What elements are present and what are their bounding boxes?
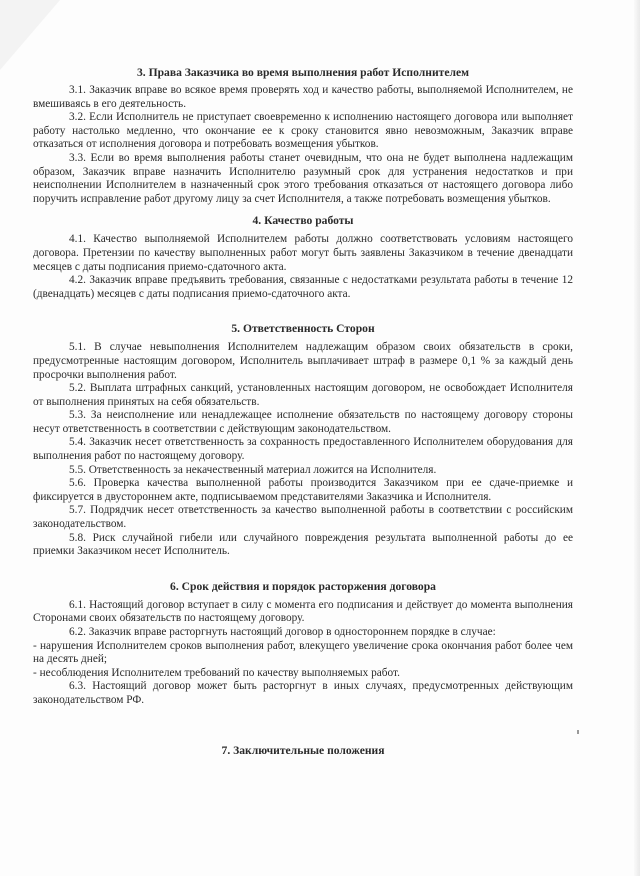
clause-6-2-item-2: - несоблюдения Исполнителем требований по качеству выполняемых работ. (33, 666, 400, 679)
section-3 (33, 84, 573, 206)
clause-5-6: 5.6. Проверка качества выполненной работы производится Заказчиком при ее сдаче-приемке и фиксируется в двустороннем акте, подписываемом представителями Заказчика и Исполнителя. (33, 477, 573, 503)
section-6-title: 6. Срок действия и порядок расторжения договора (170, 579, 436, 593)
section-6 (33, 599, 573, 708)
folded-corner (0, 0, 60, 70)
clause-4-1: 4.1. Качество выполняемой Исполнителем работы должно соответствовать условиям настоящего договора. Претензии по качеству выполненных работ могут быть заявлены Заказчиком в течение двенадцати месяцев с даты подписания приемо-сдаточного акта. (33, 233, 573, 273)
clause-5-8: 5.8. Риск случайной гибели или случайного повреждения результата выполненной работы до ее приемки Заказчиком несет Исполнитель. (33, 531, 573, 558)
document-body (33, 66, 573, 758)
clause-3-1: 3.1. Заказчик вправе во всякое время проверять ход и качество работы, выполняемой Исполнителем, не вмешиваясь в его деятельность. (33, 84, 573, 110)
section-4 (33, 233, 573, 301)
clause-5-5: 5.5. Ответственность за некачественный материал ложится на Исполнителя. (69, 463, 437, 476)
clause-5-7: 5.7. Подрядчик несет ответственность за качество выполненной работы в соответствии с российским законодательством. (33, 504, 573, 531)
section-5 (33, 341, 573, 559)
clause-4-2: 4.2. Заказчик вправе предъявить требования, связанные с недостатками результата работы в течение 12 (двенадцать) месяцев с даты подписания приемо-сдаточного акта. (33, 274, 573, 300)
clause-6-2-item-1: - нарушения Исполнителем сроков выполнения работ, влекущего увеличение срока окончания работ более чем на десять дней; (33, 639, 573, 666)
clause-6-1: 6.1. Настоящий договор вступает в силу с момента его подписания и действует до момента выполнения Сторонами своих обязательств по настоящему договору. (33, 598, 573, 625)
clause-6-2: 6.2. Заказчик вправе расторгнуть настоящий договор в одностороннем порядке в случае: (69, 626, 496, 638)
clause-5-3: 5.3. За неисполнение или ненадлежащее исполнение обязательств по настоящему договору стороны несут ответственность в соответствии с действующим законодательством. (33, 409, 573, 435)
clause-6-3: 6.3. Настоящий договор может быть расторгнут в иных случаях, предусмотренных действующим законодательством РФ. (33, 680, 573, 706)
section-7-title: 7. Заключительные положения (221, 743, 385, 757)
section-4-title: 4. Качество работы (252, 214, 354, 228)
section-3-title: 3. Права Заказчика во время выполнения работ Исполнителем (136, 66, 470, 79)
page-edge-shadow (634, 0, 640, 876)
clause-5-4: 5.4. Заказчик несет ответственность за сохранность предоставленного Исполнителем оборудования для выполнения работ по настоящему договору. (33, 436, 573, 463)
scan-speck (577, 730, 579, 734)
clause-3-3: 3.3. Если во время выполнения работы станет очевидным, что она не будет выполнена надлежащим образом, Заказчик вправе назначить Исполнителю разумный срок для устранения недостатков и при неисполнении Исполнителем в назначенный срок этого требования отказаться от настоящего договора либо поручить исправление работ другому лицу за счет Исполнителя, а также потребовать возмещения убытков. (33, 151, 573, 205)
clause-3-2: 3.2. Если Исполнитель не приступает своевременно к исполнению настоящего договора или выполняет работу настолько медленно, что окончание ее к сроку становится явно невозможным, Заказчик вправе отказаться от исполнения договора и потребовать возмещения убытков. (33, 111, 573, 151)
clause-5-2: 5.2. Выплата штрафных санкций, установленных настоящим договором, не освобождает Исполнителя от выполнения принятых на себя обязательств. (33, 382, 573, 408)
section-5-title: 5. Ответственность Сторон (231, 322, 375, 336)
clause-5-1: 5.1. В случае невыполнения Исполнителем надлежащим образом своих обязательств в сроки, предусмотренные настоящим договором, Исполнитель выплачивает штраф в размере 0,1 % за каждый день просрочки выполнения работ. (33, 341, 573, 381)
